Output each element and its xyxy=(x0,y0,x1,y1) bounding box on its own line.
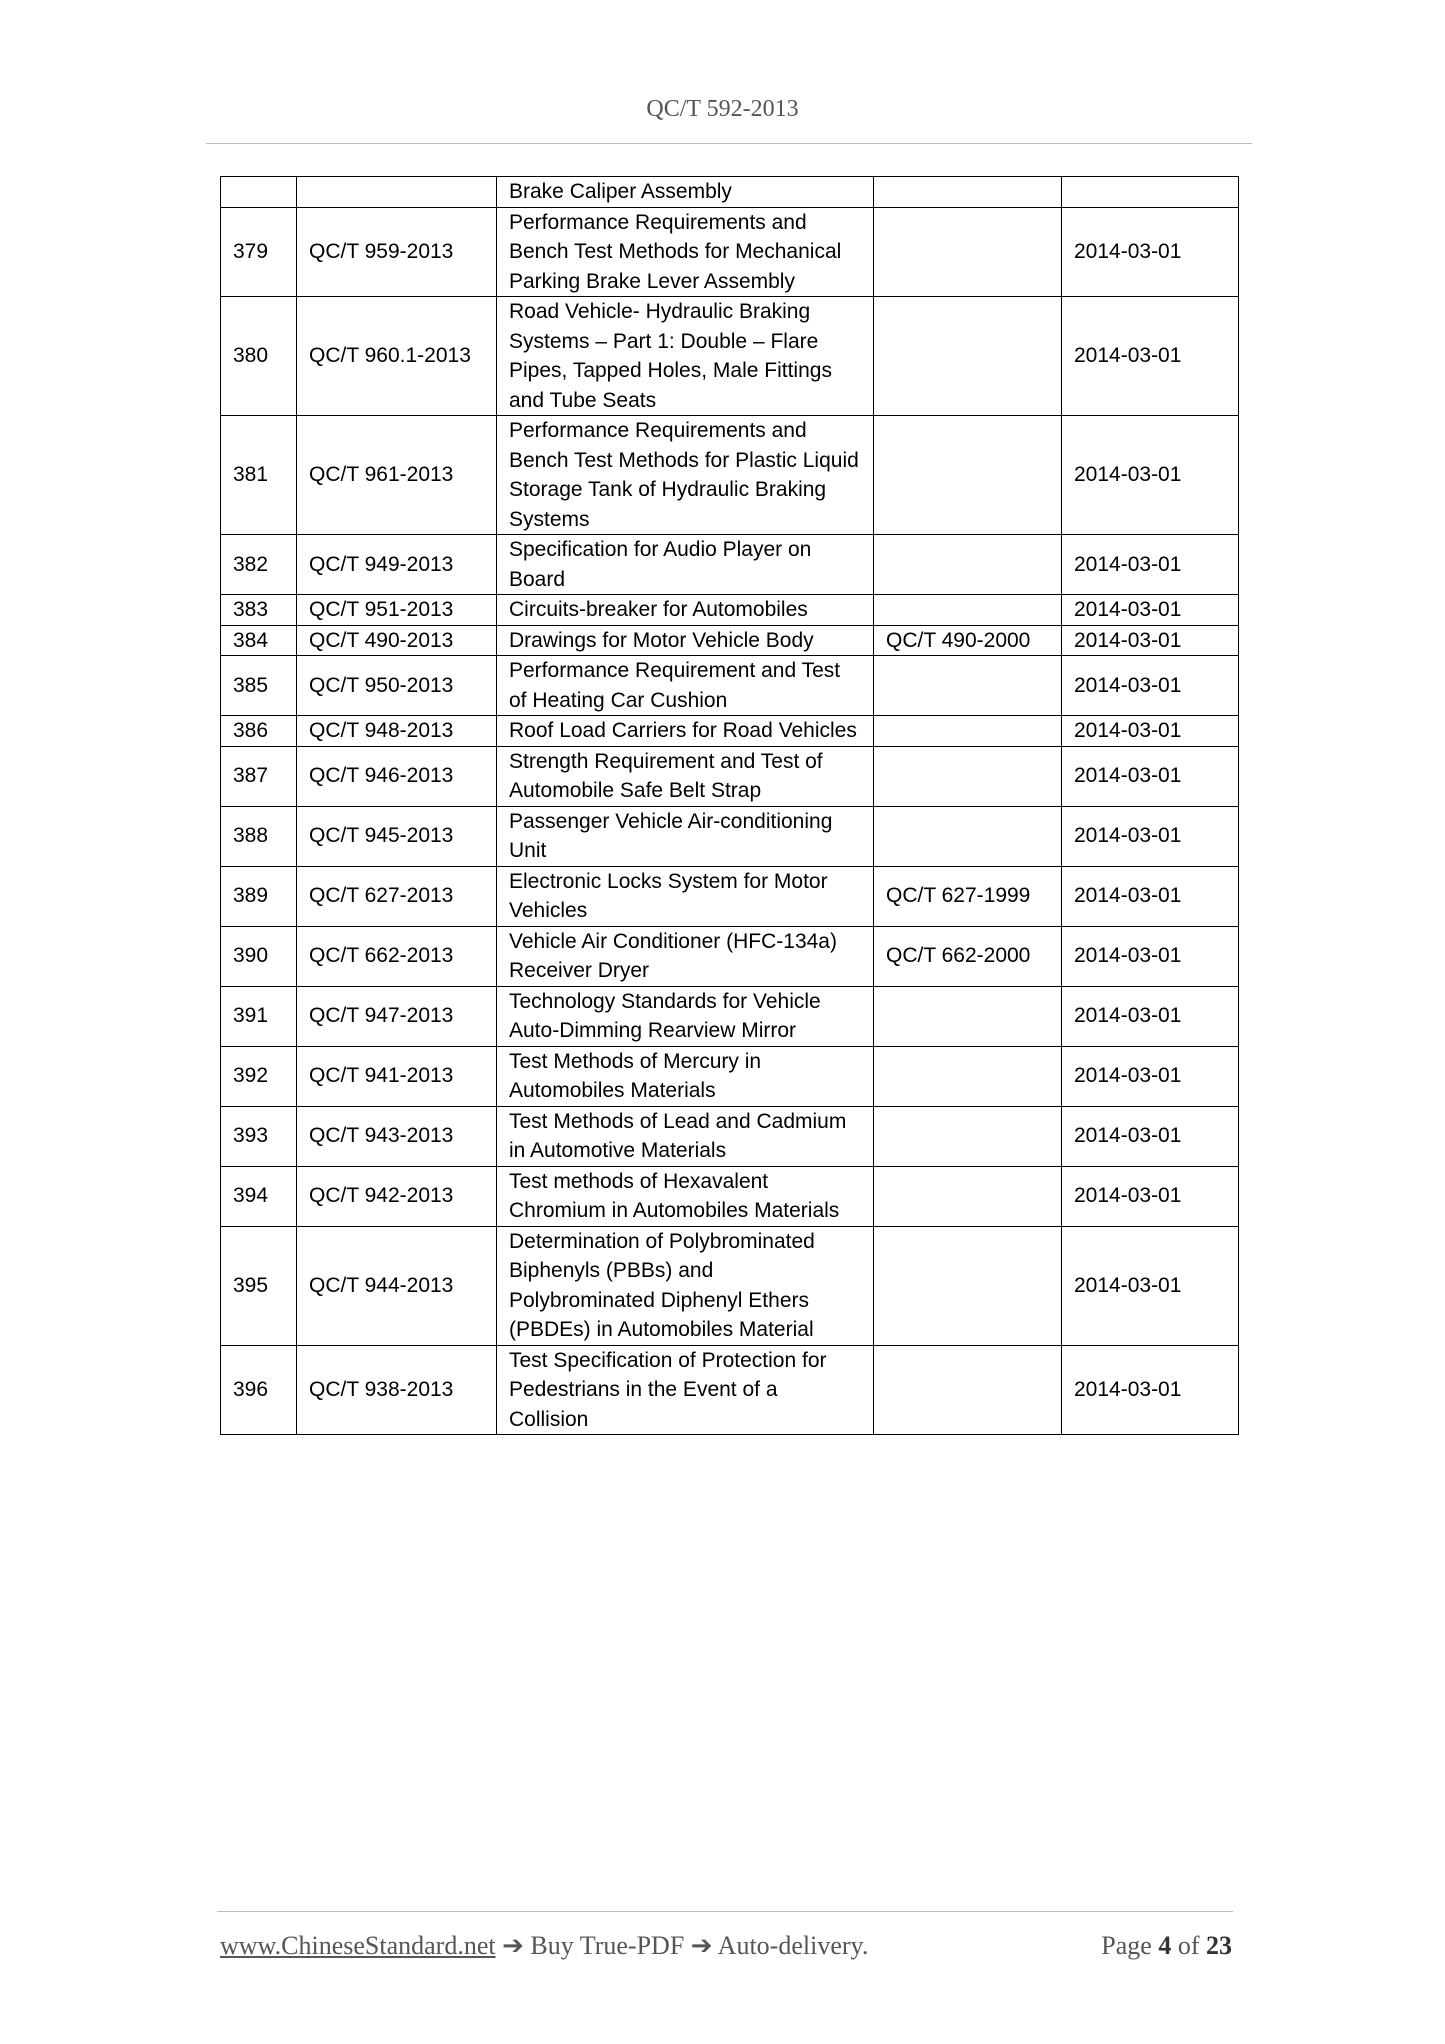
table-row xyxy=(221,177,1239,208)
cell-replaced-standard xyxy=(874,1166,1062,1226)
cell-number: 392 xyxy=(221,1046,297,1106)
cell-standard-code: QC/T 960.1-2013 xyxy=(297,297,497,416)
cell-number: 385 xyxy=(221,656,297,716)
cell-number: 393 xyxy=(221,1106,297,1166)
cell-standard-code: QC/T 949-2013 xyxy=(297,535,497,595)
buy-text: Buy True-PDF xyxy=(530,1931,685,1960)
standards-table xyxy=(220,176,1239,1435)
cell-replaced-standard xyxy=(874,1046,1062,1106)
cell-standard-code: QC/T 938-2013 xyxy=(297,1345,497,1435)
delivery-text: Auto-delivery. xyxy=(717,1931,869,1960)
cell-number: 396 xyxy=(221,1345,297,1435)
cell-number: 384 xyxy=(221,625,297,656)
cell-number: 382 xyxy=(221,535,297,595)
cell-implementation-date: 2014-03-01 xyxy=(1062,416,1239,535)
table-row xyxy=(221,656,1239,716)
cell-number: 379 xyxy=(221,207,297,297)
cell-replaced-standard xyxy=(874,416,1062,535)
table-row xyxy=(221,926,1239,986)
cell-standard-code xyxy=(297,177,497,208)
cell-number: 391 xyxy=(221,986,297,1046)
cell-title: Passenger Vehicle Air-conditioning Unit xyxy=(497,806,874,866)
cell-standard-code: QC/T 959-2013 xyxy=(297,207,497,297)
of-word: of xyxy=(1177,1931,1200,1960)
cell-title: Drawings for Motor Vehicle Body xyxy=(497,625,874,656)
cell-replaced-standard: QC/T 627-1999 xyxy=(874,866,1062,926)
cell-standard-code: QC/T 945-2013 xyxy=(297,806,497,866)
cell-replaced-standard: QC/T 662-2000 xyxy=(874,926,1062,986)
cell-implementation-date: 2014-03-01 xyxy=(1062,297,1239,416)
cell-title: Performance Requirements and Bench Test Methods for Plastic Liquid Storage Tank of Hydraulic Braking Systems xyxy=(497,416,874,535)
page-indicator xyxy=(1101,1931,1232,1961)
cell-replaced-standard xyxy=(874,716,1062,747)
cell-replaced-standard xyxy=(874,656,1062,716)
cell-implementation-date: 2014-03-01 xyxy=(1062,806,1239,866)
cell-implementation-date: 2014-03-01 xyxy=(1062,926,1239,986)
cell-title: Test Methods of Lead and Cadmium in Automotive Materials xyxy=(497,1106,874,1166)
table-row xyxy=(221,986,1239,1046)
cell-number: 387 xyxy=(221,746,297,806)
cell-implementation-date: 2014-03-01 xyxy=(1062,986,1239,1046)
table-row xyxy=(221,416,1239,535)
cell-title: Test Methods of Mercury in Automobiles Materials xyxy=(497,1046,874,1106)
page-current: 4 xyxy=(1158,1931,1172,1960)
cell-title: Performance Requirements and Bench Test Methods for Mechanical Parking Brake Lever Assembly xyxy=(497,207,874,297)
table-row xyxy=(221,1046,1239,1106)
cell-number: 383 xyxy=(221,595,297,626)
cell-number: 380 xyxy=(221,297,297,416)
header-divider xyxy=(206,143,1252,144)
page-total: 23 xyxy=(1206,1931,1232,1960)
cell-number xyxy=(221,177,297,208)
footer-divider xyxy=(217,1911,1233,1912)
cell-replaced-standard xyxy=(874,746,1062,806)
cell-implementation-date: 2014-03-01 xyxy=(1062,595,1239,626)
cell-implementation-date: 2014-03-01 xyxy=(1062,207,1239,297)
cell-implementation-date: 2014-03-01 xyxy=(1062,656,1239,716)
table-row xyxy=(221,866,1239,926)
table-row xyxy=(221,806,1239,866)
cell-implementation-date: 2014-03-01 xyxy=(1062,625,1239,656)
table-row xyxy=(221,1345,1239,1435)
cell-title: Test methods of Hexavalent Chromium in Automobiles Materials xyxy=(497,1166,874,1226)
table-row xyxy=(221,1226,1239,1345)
cell-replaced-standard xyxy=(874,1226,1062,1345)
cell-replaced-standard: QC/T 490-2000 xyxy=(874,625,1062,656)
cell-number: 388 xyxy=(221,806,297,866)
cell-standard-code: QC/T 961-2013 xyxy=(297,416,497,535)
cell-replaced-standard xyxy=(874,297,1062,416)
cell-standard-code: QC/T 944-2013 xyxy=(297,1226,497,1345)
cell-replaced-standard xyxy=(874,986,1062,1046)
cell-standard-code: QC/T 948-2013 xyxy=(297,716,497,747)
cell-standard-code: QC/T 946-2013 xyxy=(297,746,497,806)
cell-standard-code: QC/T 950-2013 xyxy=(297,656,497,716)
table-row xyxy=(221,595,1239,626)
cell-standard-code: QC/T 947-2013 xyxy=(297,986,497,1046)
table-row xyxy=(221,1106,1239,1166)
cell-implementation-date: 2014-03-01 xyxy=(1062,1166,1239,1226)
cell-standard-code: QC/T 662-2013 xyxy=(297,926,497,986)
table-row xyxy=(221,1166,1239,1226)
cell-implementation-date: 2014-03-01 xyxy=(1062,866,1239,926)
table-row xyxy=(221,746,1239,806)
cell-number: 394 xyxy=(221,1166,297,1226)
cell-title: Test Specification of Protection for Pedestrians in the Event of a Collision xyxy=(497,1345,874,1435)
cell-title: Strength Requirement and Test of Automobile Safe Belt Strap xyxy=(497,746,874,806)
table-row xyxy=(221,297,1239,416)
cell-title: Determination of Polybrominated Biphenyls (PBBs) and Polybrominated Diphenyl Ethers (PBDEs) in Automobiles Material xyxy=(497,1226,874,1345)
cell-title: Electronic Locks System for Motor Vehicles xyxy=(497,866,874,926)
arrow-icon: ➔ xyxy=(502,1931,524,1960)
cell-standard-code: QC/T 943-2013 xyxy=(297,1106,497,1166)
cell-title: Vehicle Air Conditioner (HFC-134a) Receiver Dryer xyxy=(497,926,874,986)
cell-implementation-date: 2014-03-01 xyxy=(1062,1226,1239,1345)
cell-standard-code: QC/T 941-2013 xyxy=(297,1046,497,1106)
cell-title: Brake Caliper Assembly xyxy=(497,177,874,208)
cell-title: Circuits-breaker for Automobiles xyxy=(497,595,874,626)
cell-implementation-date: 2014-03-01 xyxy=(1062,535,1239,595)
cell-standard-code: QC/T 942-2013 xyxy=(297,1166,497,1226)
site-link[interactable]: www.ChineseStandard.net xyxy=(220,1931,496,1960)
table-row xyxy=(221,535,1239,595)
cell-replaced-standard xyxy=(874,1106,1062,1166)
running-header: QC/T 592-2013 xyxy=(646,96,799,122)
cell-replaced-standard xyxy=(874,595,1062,626)
cell-standard-code: QC/T 627-2013 xyxy=(297,866,497,926)
cell-number: 389 xyxy=(221,866,297,926)
cell-number: 390 xyxy=(221,926,297,986)
table-row xyxy=(221,207,1239,297)
cell-standard-code: QC/T 490-2013 xyxy=(297,625,497,656)
cell-replaced-standard xyxy=(874,1345,1062,1435)
cell-implementation-date: 2014-03-01 xyxy=(1062,746,1239,806)
cell-replaced-standard xyxy=(874,207,1062,297)
cell-replaced-standard xyxy=(874,806,1062,866)
cell-title: Performance Requirement and Test of Heating Car Cushion xyxy=(497,656,874,716)
cell-implementation-date: 2014-03-01 xyxy=(1062,1046,1239,1106)
cell-number: 395 xyxy=(221,1226,297,1345)
cell-title: Road Vehicle- Hydraulic Braking Systems – Part 1: Double – Flare Pipes, Tapped Holes, Male Fittings and Tube Seats xyxy=(497,297,874,416)
arrow-icon: ➔ xyxy=(690,1931,713,1960)
table-row xyxy=(221,716,1239,747)
page-word: Page xyxy=(1101,1931,1152,1960)
cell-implementation-date: 2014-03-01 xyxy=(1062,716,1239,747)
cell-title: Roof Load Carriers for Road Vehicles xyxy=(497,716,874,747)
cell-implementation-date xyxy=(1062,177,1239,208)
cell-title: Technology Standards for Vehicle Auto-Dimming Rearview Mirror xyxy=(497,986,874,1046)
table-row xyxy=(221,625,1239,656)
cell-title: Specification for Audio Player on Board xyxy=(497,535,874,595)
cell-replaced-standard xyxy=(874,535,1062,595)
cell-implementation-date: 2014-03-01 xyxy=(1062,1106,1239,1166)
cell-number: 386 xyxy=(221,716,297,747)
cell-implementation-date: 2014-03-01 xyxy=(1062,1345,1239,1435)
cell-replaced-standard xyxy=(874,177,1062,208)
cell-number: 381 xyxy=(221,416,297,535)
cell-standard-code: QC/T 951-2013 xyxy=(297,595,497,626)
